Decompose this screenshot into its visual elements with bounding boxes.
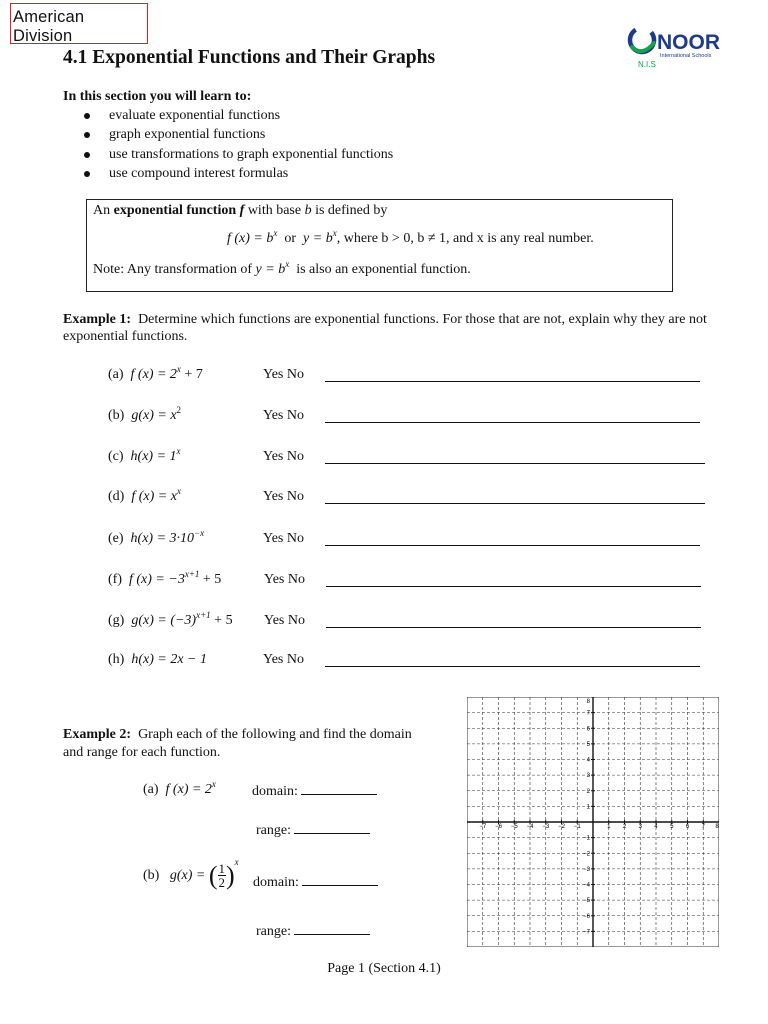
y-tick-label: 4 — [586, 757, 590, 764]
answer-line[interactable] — [325, 545, 700, 546]
x-tick-label: −7 — [479, 824, 487, 830]
coordinate-grid[interactable] — [467, 697, 719, 947]
domain-a: domain: — [252, 782, 377, 800]
y-tick-label: 3 — [586, 773, 590, 780]
division-label: American Division — [10, 3, 148, 44]
yes-no-choice[interactable]: Yes No — [263, 449, 304, 464]
answer-line[interactable] — [325, 463, 705, 464]
answer-line[interactable] — [325, 666, 700, 667]
logo-name: NOOR — [657, 31, 720, 54]
definition-note: Note: Any transformation of $y = b^x$ is also an exponential function. — [93, 259, 471, 277]
y-tick-label: −3 — [583, 866, 590, 873]
logo-initials: N.I.S — [638, 60, 656, 69]
x-tick-label: 4 — [654, 824, 658, 830]
definition-intro: An exponential function f with base b is defined by — [93, 203, 388, 218]
y-tick-label: 2 — [586, 788, 590, 795]
noor-logo — [626, 21, 736, 73]
objectives-list — [84, 106, 393, 183]
y-tick-label: −6 — [583, 913, 590, 920]
domain-a-blank[interactable] — [301, 782, 377, 795]
y-tick-label: 5 — [586, 741, 590, 748]
x-tick-label: 8 — [715, 824, 719, 830]
y-tick-label: 6 — [586, 726, 590, 733]
answer-line[interactable] — [326, 586, 701, 587]
example2-prompt: Example 2: Graph each of the following and find the domain and range for each function. — [63, 727, 412, 760]
x-tick-label: 7 — [701, 824, 705, 830]
x-tick-label: −1 — [573, 824, 581, 830]
x-tick-label: 3 — [638, 824, 642, 830]
x-tick-label: −6 — [495, 824, 502, 830]
range-a: range: — [256, 821, 370, 839]
example1-prompt: Example 1: Determine which functions are exponential functions. For those that are not, explain why they are not exponential functions. — [63, 312, 707, 344]
yes-no-choice[interactable]: Yes No — [263, 652, 304, 667]
definition-formula: f $(x) = b^x$ or $y = b^x$, where b > 0, b ≠ 1, and x is any real number. — [227, 228, 594, 246]
x-tick-label: −2 — [558, 824, 565, 830]
range-b: range: — [256, 922, 370, 940]
domain-b-blank[interactable] — [302, 873, 378, 886]
y-tick-label: −1 — [583, 835, 590, 842]
answer-line[interactable] — [325, 422, 700, 423]
yes-no-choice[interactable]: Yes No — [263, 367, 304, 382]
example2-item-a: (a) f $(x) = 2^x$ — [143, 779, 216, 797]
answer-line[interactable] — [325, 503, 705, 504]
learn-heading: In this section you will learn to: — [63, 89, 252, 104]
x-tick-label: 6 — [685, 824, 690, 830]
x-tick-label: 2 — [622, 824, 627, 830]
objective-item: graph exponential functions — [84, 125, 393, 144]
page-footer: Page 1 (Section 4.1) — [327, 961, 441, 976]
objective-item: use transformations to graph exponential functions — [84, 145, 393, 164]
y-tick-label: −5 — [583, 898, 590, 905]
logo-subtitle: International Schools — [660, 53, 712, 59]
objective-item: use compound interest formulas — [84, 164, 393, 183]
page-title: 4.1 Exponential Functions and Their Graphs — [63, 47, 436, 68]
y-tick-label: 7 — [586, 710, 590, 717]
x-tick-label: −3 — [542, 824, 550, 830]
y-tick-label: 1 — [586, 804, 590, 811]
range-a-blank[interactable] — [294, 821, 370, 834]
yes-no-choice[interactable]: Yes No — [264, 613, 305, 628]
answer-line[interactable] — [325, 381, 700, 382]
yes-no-choice[interactable]: Yes No — [264, 572, 305, 587]
x-tick-label: −4 — [526, 824, 534, 830]
objective-item: evaluate exponential functions — [84, 106, 393, 125]
y-tick-label: −2 — [583, 851, 590, 858]
yes-no-choice[interactable]: Yes No — [263, 408, 304, 423]
answer-line[interactable] — [326, 627, 701, 628]
x-tick-label: 5 — [670, 824, 674, 830]
domain-b: domain: — [253, 873, 378, 891]
y-tick-label: −4 — [583, 882, 590, 889]
range-b-blank[interactable] — [294, 922, 370, 935]
example2-item-b: (b) g(x) = ( $\frac{1}{2}$ )$^x$ — [143, 857, 239, 891]
x-tick-label: −5 — [510, 824, 518, 830]
yes-no-choice[interactable]: Yes No — [263, 531, 304, 546]
y-tick-label: −7 — [583, 929, 590, 936]
yes-no-choice[interactable]: Yes No — [263, 489, 304, 504]
x-tick-label: 1 — [607, 824, 611, 830]
definition-box — [86, 199, 673, 292]
y-tick-label: 8 — [586, 699, 590, 705]
